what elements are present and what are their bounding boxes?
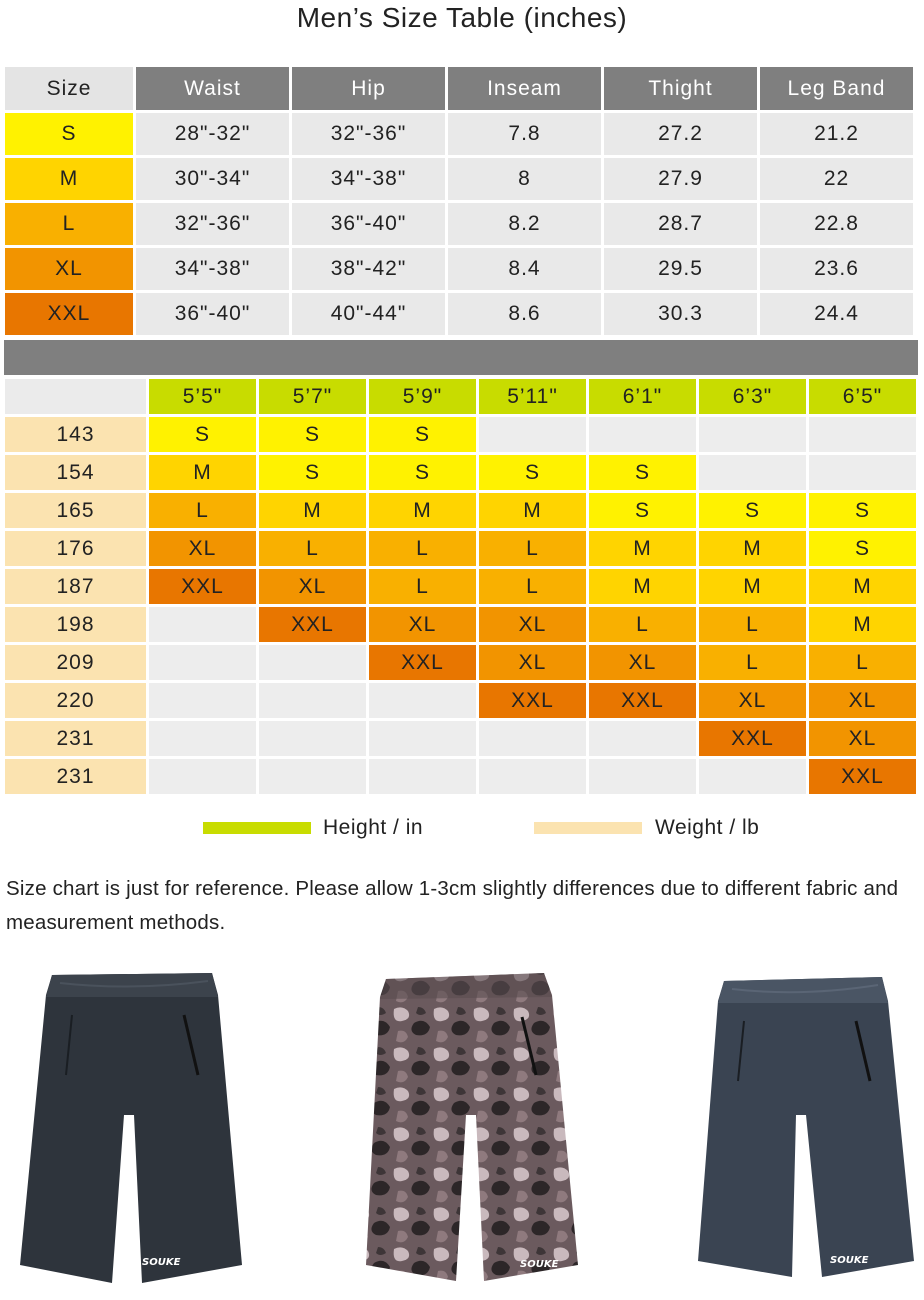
size-cell: XXL bbox=[699, 721, 806, 756]
size-cell bbox=[479, 759, 586, 794]
navy-shorts-image bbox=[12, 965, 252, 1295]
size-cell: XL bbox=[809, 721, 916, 756]
size-cell bbox=[589, 417, 696, 452]
size-cell bbox=[149, 759, 256, 794]
table-row bbox=[5, 248, 913, 290]
size-cell bbox=[149, 607, 256, 642]
size-cell bbox=[479, 417, 586, 452]
table-row bbox=[5, 293, 913, 335]
page-title: Men’s Size Table (inches) bbox=[296, 2, 628, 33]
section-divider bbox=[4, 340, 918, 375]
size-cell: S bbox=[589, 493, 696, 528]
weight-cell: 198 bbox=[5, 607, 146, 642]
size-cell: M bbox=[259, 493, 366, 528]
height-header: 6’1" bbox=[589, 379, 696, 414]
weight-legend-label: Weight / lb bbox=[655, 816, 760, 839]
size-cell: S bbox=[699, 493, 806, 528]
thigh-cell: 28.7 bbox=[604, 203, 757, 245]
size-cell: L bbox=[149, 493, 256, 528]
height-header: 5’9" bbox=[369, 379, 476, 414]
size-cell bbox=[699, 759, 806, 794]
inseam-cell: 7.8 bbox=[448, 113, 601, 155]
size-cell: XL bbox=[259, 569, 366, 604]
size-cell: L bbox=[369, 531, 476, 566]
size-cell: L bbox=[369, 569, 476, 604]
inseam-cell: 8.4 bbox=[448, 248, 601, 290]
height-header: 6’3" bbox=[699, 379, 806, 414]
shorts-icon bbox=[682, 965, 922, 1295]
size-cell bbox=[259, 645, 366, 680]
table-row bbox=[5, 203, 913, 245]
waist-cell: 32"-36" bbox=[136, 203, 289, 245]
leg-band-cell: 22 bbox=[760, 158, 913, 200]
size-cell: M bbox=[809, 569, 916, 604]
weight-cell: 165 bbox=[5, 493, 146, 528]
size-cell: S bbox=[589, 455, 696, 490]
table-row bbox=[5, 455, 916, 490]
size-cell bbox=[369, 683, 476, 718]
size-cell bbox=[589, 721, 696, 756]
header-thigh: Thight bbox=[604, 67, 757, 110]
thigh-cell: 30.3 bbox=[604, 293, 757, 335]
size-cell: M bbox=[369, 493, 476, 528]
brand-logo: SOUKE bbox=[520, 1259, 559, 1270]
height-legend-label: Height / in bbox=[323, 816, 424, 839]
size-cell bbox=[259, 721, 366, 756]
hip-cell: 36"-40" bbox=[292, 203, 445, 245]
waist-cell: 28"-32" bbox=[136, 113, 289, 155]
weight-cell: 154 bbox=[5, 455, 146, 490]
size-cell: XXL bbox=[149, 569, 256, 604]
size-cell bbox=[259, 683, 366, 718]
matrix-corner bbox=[5, 379, 146, 414]
header-waist: Waist bbox=[136, 67, 289, 110]
waist-cell: 36"-40" bbox=[136, 293, 289, 335]
size-cell: XXL bbox=[809, 759, 916, 794]
brand-logo: SOUKE bbox=[142, 1257, 181, 1268]
matrix-header-row bbox=[5, 379, 916, 414]
size-cell bbox=[699, 417, 806, 452]
leg-band-cell: 24.4 bbox=[760, 293, 913, 335]
size-cell: S bbox=[149, 417, 256, 452]
thigh-cell: 29.5 bbox=[604, 248, 757, 290]
size-cell: S bbox=[369, 455, 476, 490]
height-header: 5’7" bbox=[259, 379, 366, 414]
size-cell: L bbox=[809, 645, 916, 680]
size-cell bbox=[149, 721, 256, 756]
weight-cell: 143 bbox=[5, 417, 146, 452]
size-cell: XL bbox=[809, 683, 916, 718]
table-row bbox=[5, 569, 916, 604]
inseam-cell: 8.6 bbox=[448, 293, 601, 335]
size-cell: M bbox=[699, 569, 806, 604]
weight-cell: 187 bbox=[5, 569, 146, 604]
weight-cell: 220 bbox=[5, 683, 146, 718]
waist-cell: 34"-38" bbox=[136, 248, 289, 290]
size-cell: L bbox=[699, 607, 806, 642]
size-cell: XL bbox=[369, 607, 476, 642]
size-cell: S bbox=[369, 417, 476, 452]
leg-band-cell: 21.2 bbox=[760, 113, 913, 155]
slate-shorts-image bbox=[682, 965, 922, 1295]
size-cell: S bbox=[479, 455, 586, 490]
size-cell: M bbox=[589, 569, 696, 604]
size-cell bbox=[589, 759, 696, 794]
table-row bbox=[5, 683, 916, 718]
size-cell: M bbox=[149, 455, 256, 490]
size-cell bbox=[369, 721, 476, 756]
weight-cell: 231 bbox=[5, 759, 146, 794]
size-cell: M bbox=[699, 531, 806, 566]
size-cell bbox=[149, 645, 256, 680]
table-row bbox=[5, 417, 916, 452]
height-header: 6’5" bbox=[809, 379, 916, 414]
brand-logo: SOUKE bbox=[830, 1255, 869, 1266]
weight-cell: 231 bbox=[5, 721, 146, 756]
size-cell: L bbox=[479, 569, 586, 604]
size-cell bbox=[809, 455, 916, 490]
camo-shorts-image bbox=[352, 965, 592, 1295]
size-cell bbox=[699, 455, 806, 490]
hip-cell: 40"-44" bbox=[292, 293, 445, 335]
size-cell bbox=[369, 759, 476, 794]
size-cell: M bbox=[5, 158, 133, 200]
table-row bbox=[5, 493, 916, 528]
size-cell: XL bbox=[699, 683, 806, 718]
size-cell: S bbox=[809, 531, 916, 566]
size-cell: XXL bbox=[479, 683, 586, 718]
table-row bbox=[5, 531, 916, 566]
size-cell: XXL bbox=[5, 293, 133, 335]
size-cell: S bbox=[5, 113, 133, 155]
header-inseam: Inseam bbox=[448, 67, 601, 110]
size-cell: M bbox=[479, 493, 586, 528]
leg-band-cell: 22.8 bbox=[760, 203, 913, 245]
size-cell: XL bbox=[479, 607, 586, 642]
size-cell: XXL bbox=[259, 607, 366, 642]
header-size: Size bbox=[5, 67, 133, 110]
table-row bbox=[5, 607, 916, 642]
weight-legend-swatch bbox=[534, 822, 642, 834]
shorts-icon bbox=[352, 965, 592, 1295]
legend bbox=[0, 813, 924, 843]
size-cell: XL bbox=[589, 645, 696, 680]
hip-cell: 38"-42" bbox=[292, 248, 445, 290]
size-cell: M bbox=[589, 531, 696, 566]
height-header: 5’11" bbox=[479, 379, 586, 414]
table-row bbox=[5, 645, 916, 680]
size-table bbox=[2, 64, 916, 338]
size-cell: S bbox=[259, 455, 366, 490]
height-legend-swatch bbox=[203, 822, 311, 834]
header-leg-band: Leg Band bbox=[760, 67, 913, 110]
shorts-icon bbox=[12, 965, 252, 1295]
size-cell bbox=[809, 417, 916, 452]
table-row bbox=[5, 158, 913, 200]
size-cell bbox=[149, 683, 256, 718]
weight-cell: 209 bbox=[5, 645, 146, 680]
size-cell: S bbox=[809, 493, 916, 528]
size-cell: L bbox=[699, 645, 806, 680]
waist-cell: 30"-34" bbox=[136, 158, 289, 200]
size-cell: XXL bbox=[589, 683, 696, 718]
size-cell: XXL bbox=[369, 645, 476, 680]
matrix-body bbox=[5, 417, 916, 794]
weight-cell: 176 bbox=[5, 531, 146, 566]
size-cell: L bbox=[479, 531, 586, 566]
table-row bbox=[5, 721, 916, 756]
header-hip: Hip bbox=[292, 67, 445, 110]
leg-band-cell: 23.6 bbox=[760, 248, 913, 290]
size-cell: L bbox=[259, 531, 366, 566]
size-cell: M bbox=[809, 607, 916, 642]
table-row bbox=[5, 759, 916, 794]
table-row bbox=[5, 113, 913, 155]
size-table-header-row bbox=[5, 67, 913, 110]
size-cell bbox=[479, 721, 586, 756]
size-cell bbox=[259, 759, 366, 794]
inseam-cell: 8.2 bbox=[448, 203, 601, 245]
size-cell: XL bbox=[479, 645, 586, 680]
height-header: 5’5" bbox=[149, 379, 256, 414]
hip-cell: 34"-38" bbox=[292, 158, 445, 200]
size-cell: L bbox=[589, 607, 696, 642]
thigh-cell: 27.2 bbox=[604, 113, 757, 155]
inseam-cell: 8 bbox=[448, 158, 601, 200]
size-matrix bbox=[2, 376, 919, 797]
thigh-cell: 27.9 bbox=[604, 158, 757, 200]
size-cell: S bbox=[259, 417, 366, 452]
reference-note: Size chart is just for reference. Please allow 1-3cm slightly differences due to different fabric and measurement methods. bbox=[6, 877, 899, 934]
hip-cell: 32"-36" bbox=[292, 113, 445, 155]
size-cell: XL bbox=[5, 248, 133, 290]
size-cell: XL bbox=[149, 531, 256, 566]
size-cell: L bbox=[5, 203, 133, 245]
